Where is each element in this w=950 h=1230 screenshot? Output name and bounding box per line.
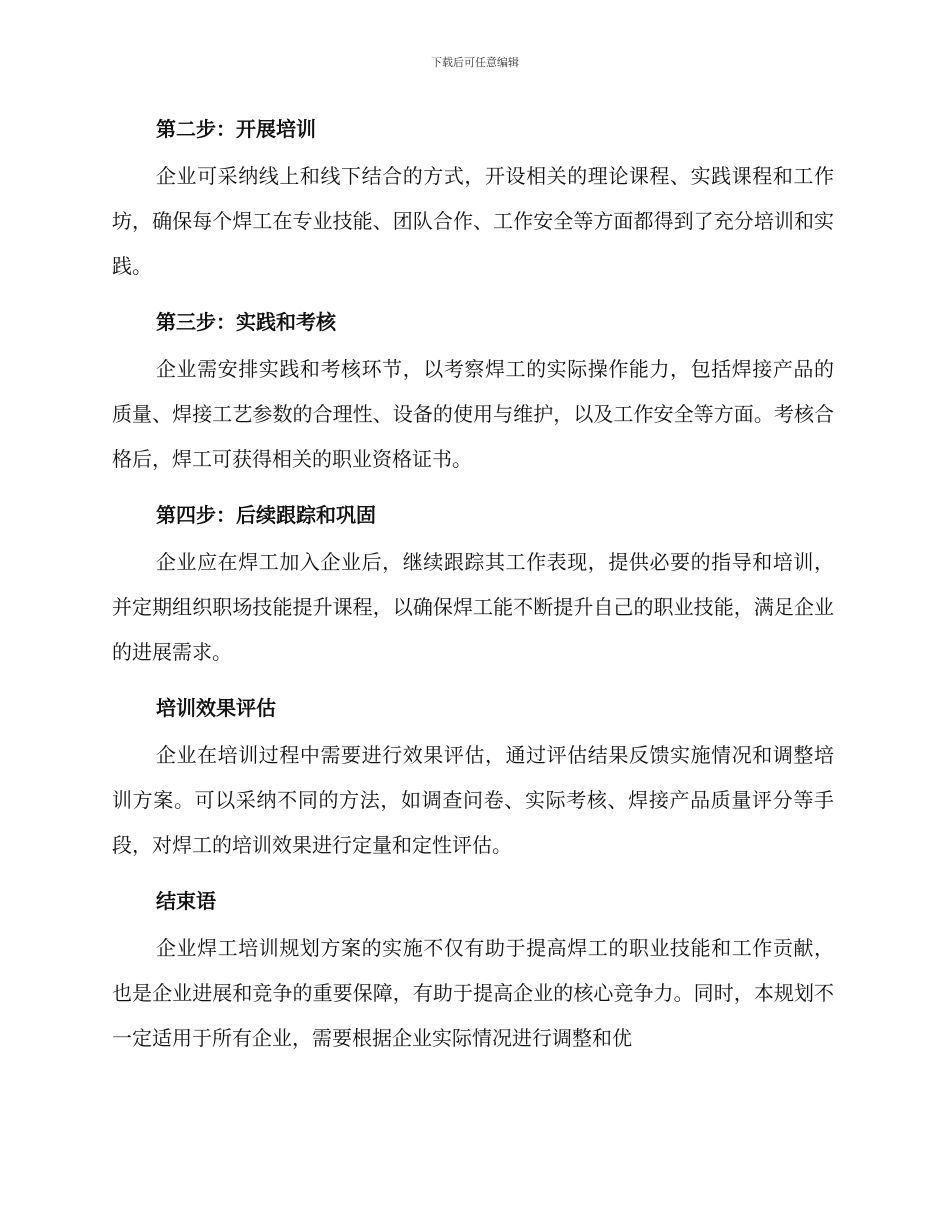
section-paragraph: 企业可采纳线上和线下结合的方式，开设相关的理论课程、实践课程和工作坊，确保每个焊工在专业技能、团队合作、工作安全等方面都得到了充分培训和实践。: [112, 164, 834, 278]
section-heading: 结束语: [156, 889, 216, 913]
section-step-four: [112, 494, 834, 675]
section-paragraph: 企业需安排实践和考核环节，以考察焊工的实际操作能力，包括焊接产品的质量、焊接工艺参数的合理性、设备的使用与维护，以及工作安全等方面。考核合格后，焊工可获得相关的职业资格证书。: [112, 357, 834, 471]
section-training-evaluation: [112, 687, 834, 868]
section-step-two: [112, 108, 834, 289]
page-header-note: 下载后可任意编辑: [431, 56, 519, 69]
section-paragraph: 企业应在焊工加入企业后，继续跟踪其工作表现，提供必要的指导和培训，并定期组织职场技能提升课程，以确保焊工能不断提升自己的职业技能，满足企业的进展需求。: [112, 550, 834, 664]
document-body: [112, 108, 834, 1073]
section-step-three: [112, 301, 834, 482]
section-heading: 培训效果评估: [156, 696, 276, 720]
section-heading: 第三步：实践和考核: [156, 310, 336, 334]
section-paragraph: 企业在培训过程中需要进行效果评估，通过评估结果反馈实施情况和调整培训方案。可以采纳不同的方法，如调查问卷、实际考核、焊接产品质量评分等手段，对焊工的培训效果进行定量和定性评估。: [112, 743, 834, 857]
section-heading: 第四步：后续跟踪和巩固: [156, 503, 376, 527]
section-paragraph: 企业焊工培训规划方案的实施不仅有助于提高焊工的职业技能和工作贡献，也是企业进展和竞争的重要保障，有助于提高企业的核心竞争力。同时，本规划不一定适用于所有企业，需要根据企业实际情况进行调整和优: [112, 936, 834, 1050]
section-conclusion: [112, 880, 834, 1061]
section-heading: 第二步：开展培训: [156, 117, 316, 141]
